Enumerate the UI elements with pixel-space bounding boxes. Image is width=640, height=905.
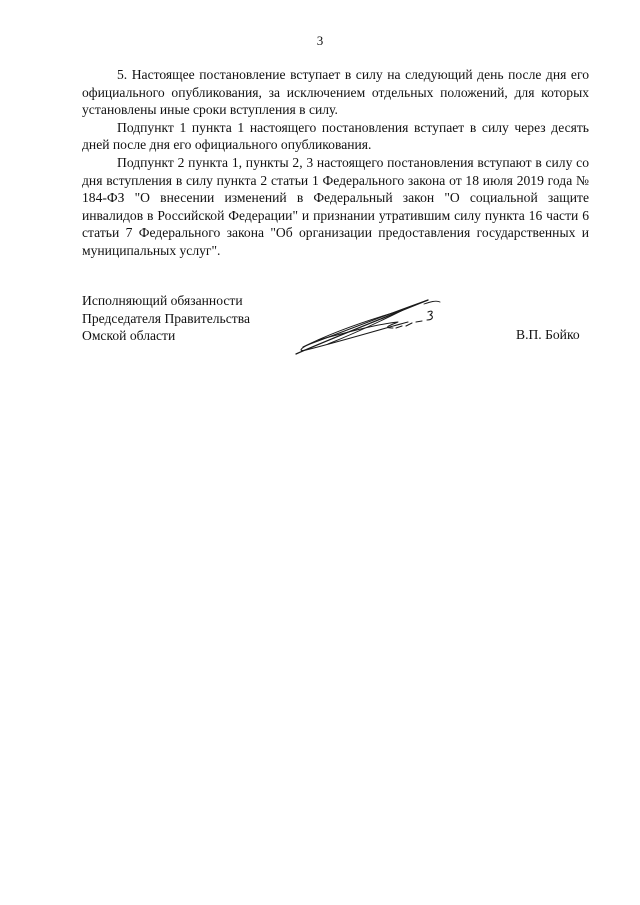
- handwritten-signature: [288, 292, 453, 362]
- page-number: 3: [316, 33, 324, 48]
- signatory-name: В.П. Бойко: [516, 327, 580, 342]
- document-body: [82, 66, 589, 260]
- position-line-3: Омской области: [82, 328, 176, 343]
- paragraph-subclause-2: Подпункт 2 пункта 1, пункты 2, 3 настоящего постановления вступают в силу со дня вступления в силу пункта 2 статьи 1 Федерального закона от 18 июля 2019 года № 184-ФЗ "О внесении изменений в Федеральный закон "О социальной защите инвалидов в Российской Федерации" и признании утратившим силу пункта 16 части 6 статьи 7 Федерального закона "Об организации предоставления государственных и муниципальных услуг".: [82, 154, 589, 258]
- position-line-1: Исполняющий обязанности: [82, 293, 243, 308]
- paragraph-effective-date: 5. Настоящее постановление вступает в силу на следующий день после дня его официального опубликования, за исключением отдельных положений, для которых установлены иные сроки вступления в силу.: [82, 67, 589, 118]
- signatory-position: [82, 292, 250, 345]
- position-line-2: Председателя Правительства: [82, 310, 250, 326]
- paragraph-subclause-1: Подпункт 1 пункта 1 настоящего постановления вступает в силу через десять дней после дня его официального опубликования.: [82, 119, 589, 153]
